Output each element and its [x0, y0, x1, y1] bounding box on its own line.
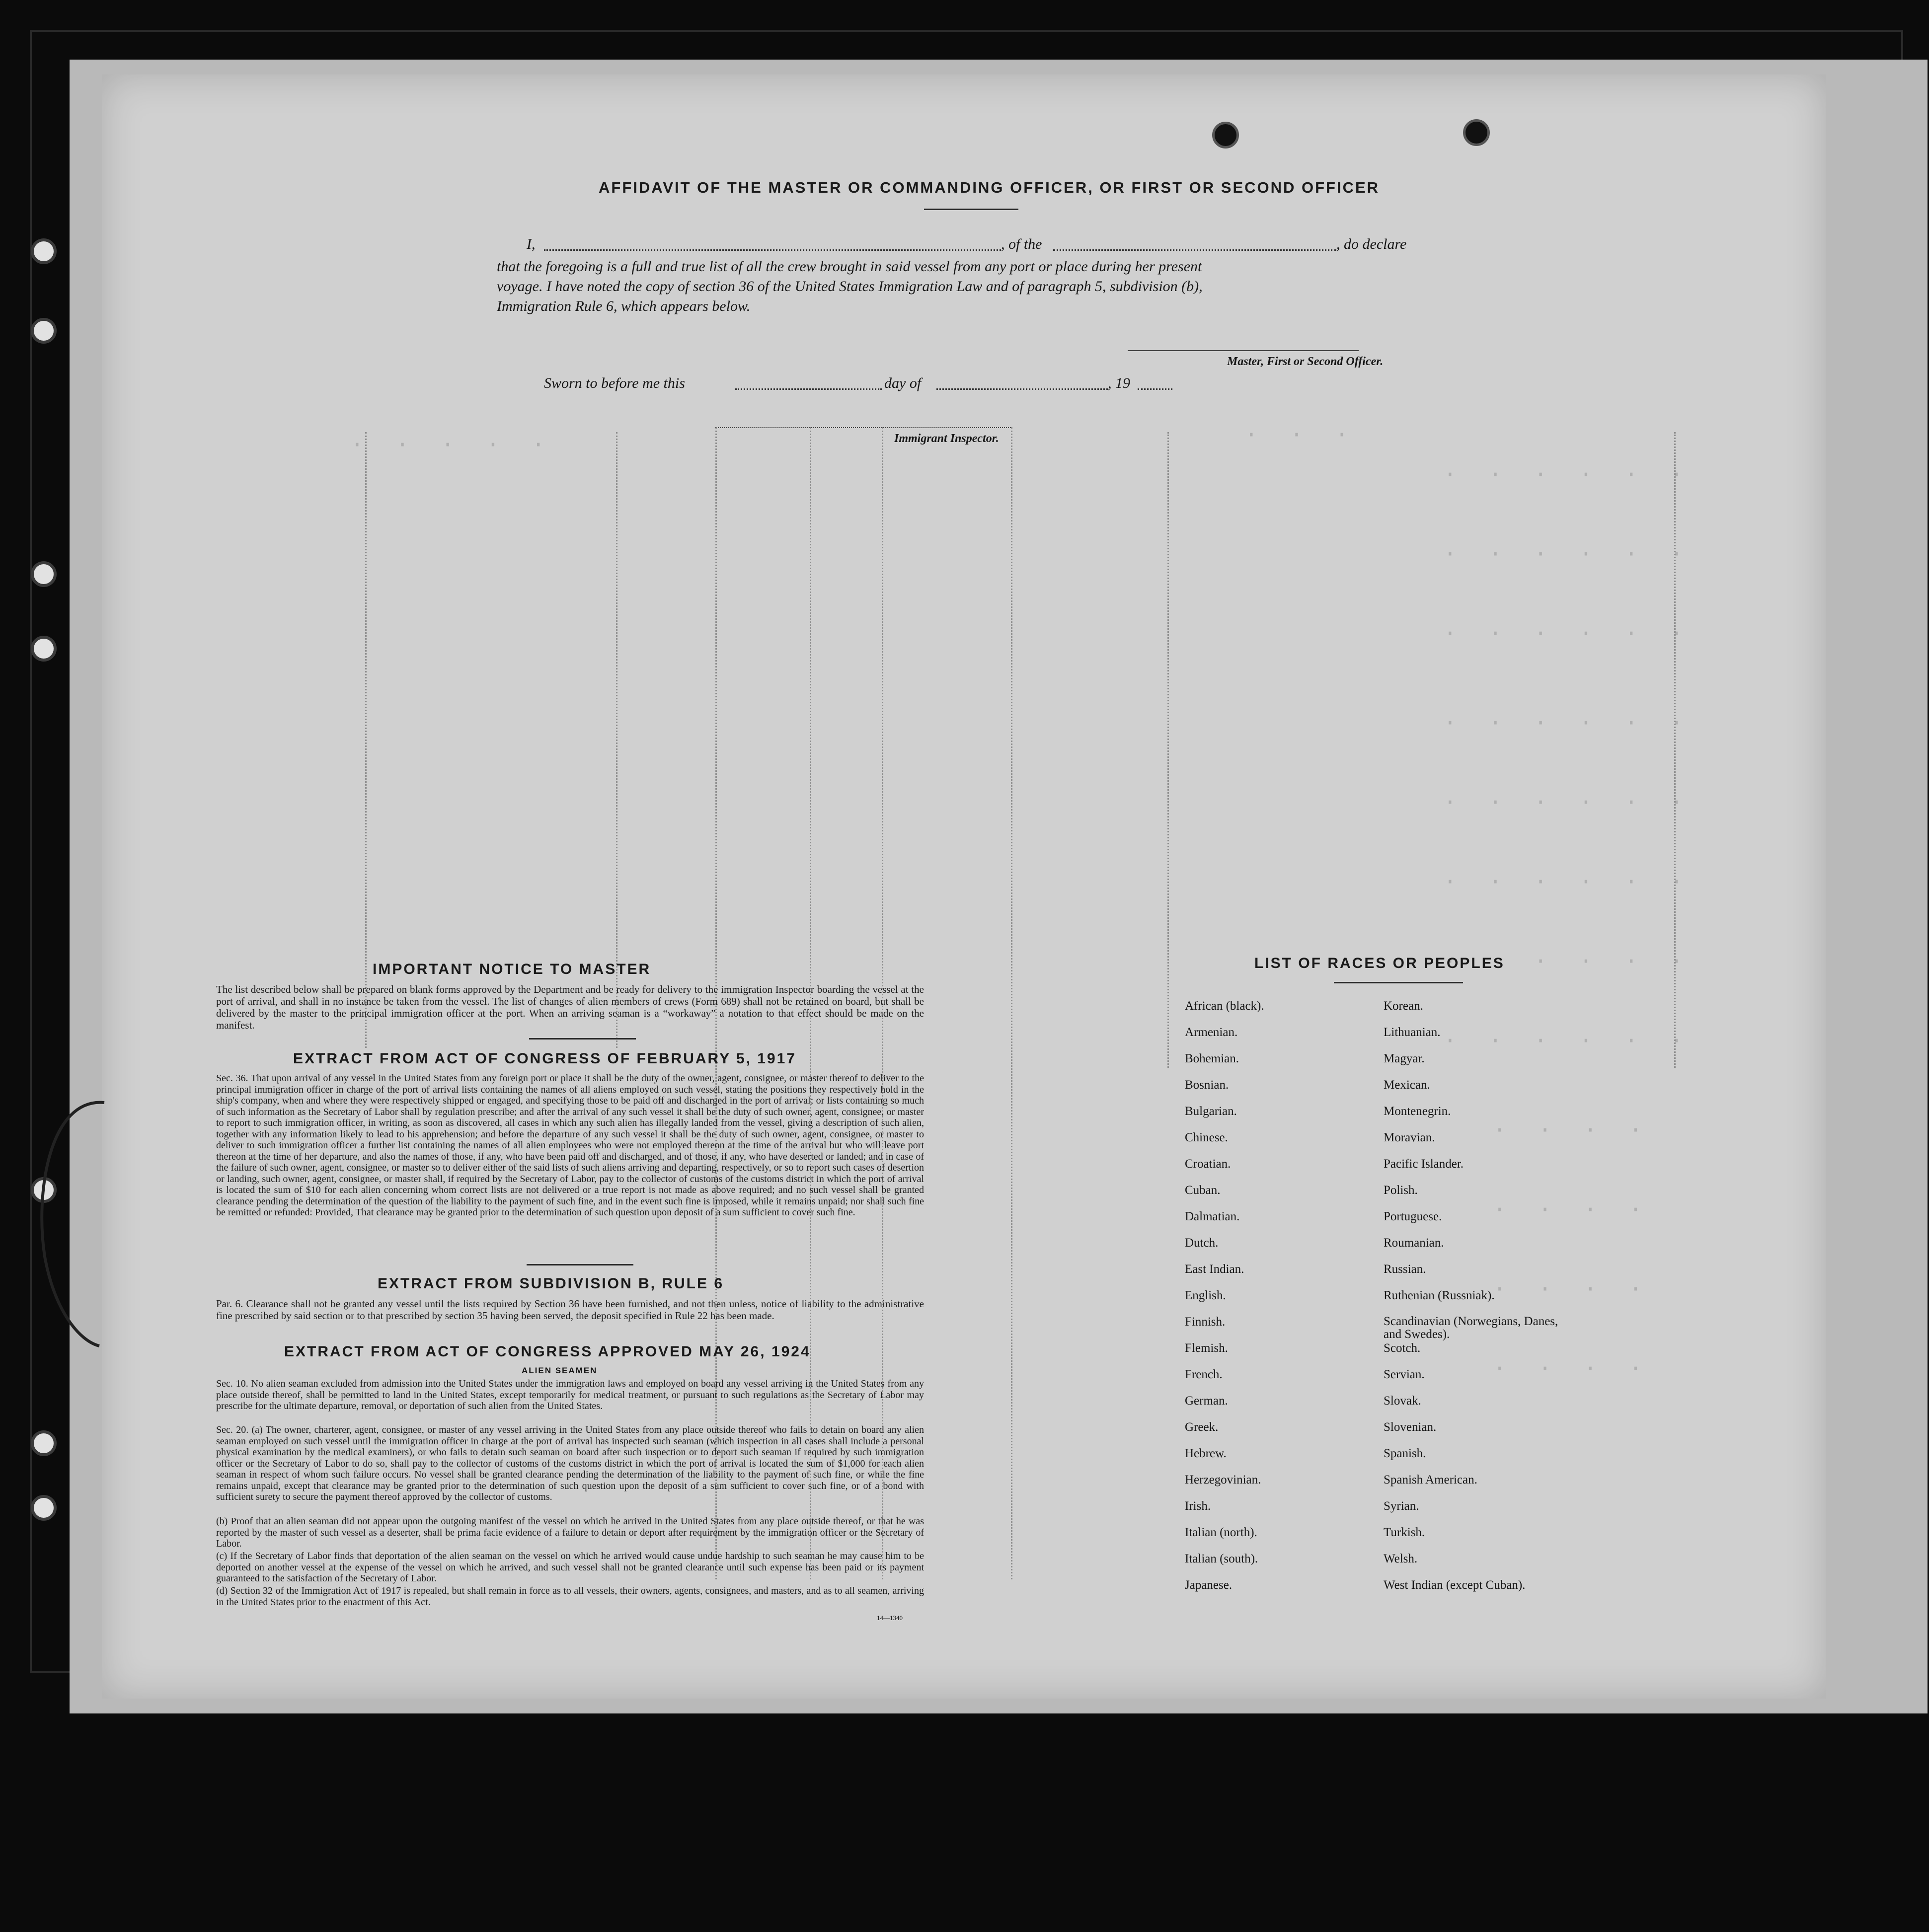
act1924-sec20d: (d) Section 32 of the Immigration Act of 1917 is repealed, but shall remain in force as to all vessels, their owners, agents, consignees, and masters, and as to all seamen, arriving in the United States prior to the enactment of this Act.: [216, 1585, 924, 1608]
binder-hole: [31, 238, 57, 264]
race-item: Moravian.: [1384, 1131, 1435, 1144]
officer-signature-line[interactable]: [1128, 350, 1359, 351]
form-number: 14—1340: [877, 1614, 903, 1622]
day-of-label: day of: [884, 375, 922, 391]
race-item: Korean.: [1384, 999, 1423, 1013]
race-item: Bohemian.: [1185, 1052, 1239, 1065]
act1924-title: EXTRACT FROM ACT OF CONGRESS APPROVED MAY 26, 1924: [284, 1343, 811, 1360]
year-prefix: , 19: [1108, 375, 1130, 391]
notice-title: IMPORTANT NOTICE TO MASTER: [373, 961, 651, 977]
binder-hole: [31, 561, 57, 587]
race-item: Polish.: [1384, 1184, 1418, 1197]
notice-text: The list described below shall be prepared on blank forms approved by the Department and be ready for delivery to the immigration Inspector boarding the vessel at the port of arrival, and shall in no instance be taken from the vessel. The list of changes of alien members of crews (Form 689) shall not be retained on board, but shall be delivered by the master to the principal immigration officer at the port. When an arriving seaman is a “workaway” a notation to that effect should be made on the manifest.: [216, 983, 924, 1031]
race-item: Portuguese.: [1384, 1210, 1442, 1223]
act1924-sec20b: (b) Proof that an alien seaman did not appear upon the outgoing manifest of the vessel on which he arrived in the United States from any place outside thereof, or that he was reported by the master of such vessel as a deserter, shall be prima facie evidence of a failure to detain or deport after requirement by the immigration officer or the Secretary of Labor.: [216, 1516, 924, 1549]
race-item: Servian.: [1384, 1368, 1425, 1381]
sworn-year-blank[interactable]: [1138, 388, 1172, 390]
race-item: Finnish.: [1185, 1315, 1226, 1329]
race-item: Magyar.: [1384, 1052, 1425, 1065]
race-item: Spanish American.: [1384, 1473, 1477, 1486]
rule6-text: Par. 6. Clearance shall not be granted any vessel until the lists required by Section 36 have been furnished, and not then unless, notice of liability to the administrative fine prescribed by said section or to that prescribed by section 35 having been served, the deposit specified in Rule 22 has been made.: [216, 1298, 924, 1322]
race-item: Flemish.: [1185, 1341, 1228, 1355]
race-item: Bosnian.: [1185, 1078, 1229, 1092]
divider: [924, 209, 1018, 210]
binder-hole: [31, 1430, 57, 1456]
inspector-signature-line[interactable]: [715, 427, 1011, 428]
race-item: Armenian.: [1185, 1026, 1238, 1039]
race-item: Roumanian.: [1384, 1236, 1444, 1250]
race-item: Turkish.: [1384, 1526, 1425, 1539]
race-item: Ruthenian (Russniak).: [1384, 1289, 1495, 1302]
race-item: French.: [1185, 1368, 1223, 1381]
races-title: LIST OF RACES OR PEOPLES: [1254, 955, 1505, 971]
race-item: Welsh.: [1384, 1552, 1418, 1565]
affidavit-do-declare: , do declare: [1336, 236, 1407, 252]
races-list-right: [1384, 999, 1562, 1605]
race-item: Croatian.: [1185, 1157, 1231, 1171]
affidavit-body-line: voyage. I have noted the copy of section 36 of the United States Immigration Law and of paragraph 5, subdivision (b),: [497, 278, 1203, 295]
race-item: Greek.: [1185, 1420, 1219, 1434]
race-item: Dalmatian.: [1185, 1210, 1240, 1223]
act1924-sec20a: Sec. 20. (a) The owner, charterer, agent, consignee, or master of any vessel arriving in the United States from any place outside thereof who fails to detain on board any alien seaman employed on such vessel until the immigration officer in charge at the port of arrival has inspected such seaman (which inspection in all cases shall include a personal physical examination by the medical examiners), or who fails to detain such seaman on board after such inspection or to deport such seaman if required by such immigration officer or the Secretary of Labor to do so, shall pay to the collector of customs of the customs district in which the port of arrival is located the sum of $1,000 for each alien seaman in respect of whom such failure occurs. No vessel shall be granted clearance pending the determination of the liability to the payment of such fine, or while the fine remains unpaid, except that clearance may be granted prior to the determination of such question upon the deposit of a sum sufficient to cover such fine, or of a bond with sufficient surety to secure the payment thereof approved by the collector of customs.: [216, 1424, 924, 1502]
act1917-text: Sec. 36. That upon arrival of any vessel in the United States from any foreign port or place it shall be the duty of the owner, agent, consignee, or master thereof to deliver to the principal immigration officer in charge of the port of arrival lists containing the names of all aliens employed on such vessel, stating the positions they respectively hold in the ship's company, when and where they were respectively shipped or engaged, and specifying those to be paid off and discharged in the port of arrival; or lists containing so much of such information as the Secretary of Labor shall by regulation prescribe; and after the arrival of any such vessel it shall be the duty of such owner, agent, consignee, or master to report to such immigration officer, in writing, as soon as discovered, all cases in which any such alien has illegally landed from the vessel, giving a description of such alien, together with any information likely to lead to his apprehension; and before the departure of any such vessel it shall be the duty of such owner, agent, consignee, or master to deliver to such immigration officer a further list containing the names of all alien employees who were not employed thereon at the time of the arrival but who will leave port thereon at the time of her departure, and also the names of those, if any, who have been paid off and discharged, and of those, if any, who have deserted or landed; and in case of the failure of such owner, agent, consignee, or master so to deliver either of the said lists of such aliens arriving and departing, respectively, or so to report such cases of desertion or landing, such owner, agent, consignee, or master shall, if required by the Secretary of Labor, pay to the collector of customs of the customs district in which the port of arrival is located the sum of $10 for each alien concerning whom correct lists are not delivered or a true report is not made as above required; and no such vessel shall be granted clearance pending the determination of the question of the liability to the payment of such fine, and in the event such fine is imposed, while it remains unpaid; nor shall such fine be remitted or refunded: Provided, That clearance may be granted prior to the determination of such question upon deposit of a sum sufficient to cover such fine.: [216, 1073, 924, 1218]
race-item: German.: [1185, 1394, 1228, 1408]
race-item: Herzegovinian.: [1185, 1473, 1261, 1486]
race-item: African (black).: [1185, 999, 1264, 1013]
act1917-title: EXTRACT FROM ACT OF CONGRESS OF FEBRUARY 5, 1917: [293, 1050, 796, 1067]
name-blank[interactable]: [544, 249, 1001, 251]
race-item: Montenegrin.: [1384, 1105, 1451, 1118]
race-item: Italian (south).: [1185, 1552, 1258, 1565]
binder-hole: [1463, 119, 1490, 146]
officer-label: Master, First or Second Officer.: [1227, 355, 1384, 368]
sworn-day-blank[interactable]: [735, 388, 882, 390]
race-item: Cuban.: [1185, 1184, 1221, 1197]
race-item: Scandinavian (Norwegians, Danes, and Swedes).: [1384, 1315, 1558, 1341]
race-item: Scotch.: [1384, 1341, 1421, 1355]
binder-hole: [31, 1495, 57, 1521]
race-item: Pacific Islander.: [1384, 1157, 1464, 1171]
sworn-label: Sworn to before me this: [544, 375, 685, 391]
act1924-sec10: Sec. 10. No alien seaman excluded from admission into the United States under the immigration laws and employed on board any vessel arriving in the United States from any place outside thereof, shall be permitted to land in the United States, except temporarily for medical treatment, or pursuant to such regulations as the Secretary of Labor may prescribe for the ultimate departure, removal, or deportation of such alien from the United States.: [216, 1378, 924, 1412]
affidavit-body-line: that the foregoing is a full and true list of all the crew brought in said vessel from any port or place during her present: [497, 258, 1202, 275]
race-item: East Indian.: [1185, 1263, 1244, 1276]
act1924-sec20c: (c) If the Secretary of Labor finds that deportation of the alien seaman on the vessel on which he arrived would cause undue hardship to such seaman he may cause him to be deported on another vessel at the expense of the vessel on which he arrived, and such vessel shall not be granted clearance until such expense has been paid or its payment guaranteed to the satisfaction of the Secretary of Labor.: [216, 1551, 924, 1584]
binder-hole: [1212, 122, 1239, 149]
rule6-title: EXTRACT FROM SUBDIVISION B, RULE 6: [378, 1275, 724, 1292]
binder-hole: [31, 636, 57, 662]
race-item: Hebrew.: [1185, 1447, 1227, 1460]
race-item: Chinese.: [1185, 1131, 1228, 1144]
race-item: Mexican.: [1384, 1078, 1430, 1092]
race-item: English.: [1185, 1289, 1226, 1302]
act1924-subtitle: ALIEN SEAMEN: [522, 1366, 598, 1375]
affidavit-body-line: Immigration Rule 6, which appears below.: [497, 298, 751, 314]
race-item: Irish.: [1185, 1499, 1211, 1513]
races-list-left: [1185, 999, 1264, 1605]
race-item: Slovenian.: [1384, 1420, 1437, 1434]
race-item: Slovak.: [1384, 1394, 1421, 1408]
race-item: Lithuanian.: [1384, 1026, 1441, 1039]
manifest-back-page: · · · · · · · · · · · · · · · · · · · · · · · · · · · · · · · · · · · · · · · · · · · · · · · · · · · · · · · · · · · · · · · · · · · · · · · · AFFIDAVIT OF THE MASTER OR COMMANDING OFFICER, OR FIRST OR SECOND OFFICER I, , of the , do declare that the foregoing is a full and true list of all the crew brought in said vessel from any port or place during her present voyage. I have noted the copy of section 36 of the United States Immigration Law and of paragraph 5, subdivision (b), Immigration Rule 6, which appears below. Master, First or Second Officer. Sworn to before me this day of , 19 Immigrant Inspector. IMPORTANT NOTICE TO MASTER The list described below shall be prepared on blank forms approved by the Department and be ready for delivery to the immigration Inspector boarding the vessel at the port of arrival, and shall in no instance be taken from the vessel. The list of changes of alien members of crews (Form 689) shall not be retained on board, but shall be delivered by the master to the principal immigration officer at the port. When an arriving seaman is a “workaway” a notation to that effect should be made on the manifest. EXTRACT FROM ACT OF CONGRESS OF FEBRUARY 5, 1917 Sec. 36. That upon arrival of any vessel in the United States from any foreign port or place it shall be the duty of the owner, agent, consignee, or master thereof to deliver to the principal immigration officer in charge of the port of arrival lists containing the names of all aliens employed on such vessel, stating the positions they respectively hold in the ship's company, when and where they were respectively shipped or engaged, and specifying those to be paid off and discharged in the port of arrival; or lists containing so much of such information as the Secretary of Labor shall by regulation prescribe; and after the arrival of any such vessel it shall be the duty of such owner, agent, consignee, or master to report to such immigration officer, in writing, as soon as discovered, all cases in which any such alien has illegally landed from the vessel, giving a description of such alien, together with any information likely to lead to his apprehension; and before the departure of any such vessel it shall be the duty of such owner, agent, consignee, or master to deliver to such immigration officer a further list containing the names of all alien employees who were not employed thereon at the time of the arrival but who will leave port thereon at the time of her departure, and also the names of those, if any, who have been paid off and discharged, and of those, if any, who have deserted or landed; and in case of the failure of such owner, agent, consignee, or master so to deliver either of the said lists of such aliens arriving and departing, respectively, or so to report such cases of desertion or landing, such owner, agent, consignee, or master shall, if required by the Secretary of Labor, pay to the collector of customs of the customs district in which the port of arrival is located the sum of $10 for each alien concerning whom correct lists are not delivered or a true report is not made as above required; and no such vessel shall be granted clearance pending the determination of the question of the liability to the payment of such fine, and in the event such fine is imposed, while it remains unpaid; nor shall such fine be remitted or refunded: Provided, That clearance may be granted prior to the determination of such question upon deposit of a sum sufficient to cover such fine. EXTRACT FROM SUBDIVISION B, RULE 6 Par. 6. Clearance shall not be granted any vessel until the lists required by Section 36 have been furnished, and not then unless, notice of liability to the administrative fine prescribed by said section or to that prescribed by section 35 having been served, the deposit specified in Rule 22 has been made. EXTRACT FROM ACT OF CONGRESS APPROVED MAY 26, 1924 ALIEN SEAMEN Sec. 10. No alien seaman excluded from admission into the United States under the immigration laws and employed on board any vessel arriving in the United States from any place outside thereof, shall be permitted to land in the United States, except temporarily for medical treatment, or pursuant to such regulations as the Secretary of Labor may prescribe for the ultimate departure, removal, or deportation of such alien from the United States. Sec. 20. (a) The owner, charterer, agent, consignee, or master of any vessel arriving in the United States from any place outside thereof who fails to detain on board any alien seaman employed on such vessel until the immigration officer in charge at the port of arrival has inspected such seaman (which inspection in all cases shall include a personal physical examination by the medical examiners), or who fails to detain such seaman on board after such inspection or to deport such seaman if required by such immigration officer or the Secretary of Labor to do so, shall pay to the collector of customs of the customs district in which the port of arrival is located the sum of $1,000 for each alien seaman in respect of whom such failure occurs. No vessel shall be granted clearance pending the determination of the liability to the payment of such fine, or while the fine remains unpaid, except that clearance may be granted prior to the determination of such question upon the deposit of a sum sufficient to cover such fine, or of a bond with sufficient surety to secure the payment thereof approved by the collector of customs. (b) Proof that an alien seaman did not appear upon the outgoing manifest of the vessel on which he arrived in the United States from any place outside thereof, or that he was reported by the master of such vessel as a deserter, shall be prima facie evidence of a failure to detain or deport after requirement by the immigration officer or the Secretary of Labor. (c) If the Secretary of Labor finds that deportation of the alien seaman on the vessel on which he arrived would cause undue hardship to such seaman he may cause him to be deported on another vessel at the expense of the vessel on which he arrived, and such vessel shall not be granted clearance until such expense has been paid or its payment guaranteed to the satisfaction of the Secretary of Labor. (d) Section 32 of the Immigration Act of 1917 is repealed, but shall remain in force as to all vessels, their owners, agents, consignees, and masters, and as to all seamen, arriving in the United States prior to the enactment of this Act. 14—1340 LIST OF RACES OR PEOPLES African (black). Armenian. Bohemian. Bosnian. Bulgarian. Chinese. Croatian. Cuban. Dalmatian. Dutch. East Indian. English. Finnish. Flemish. French. German. Greek. Hebrew. Herzegovinian. Irish. Italian (north). Italian (south). Japanese. Korean. Lithuanian. Magyar. Mexican. Montenegrin. Moravian. Pacific Islander. Polish. Portuguese. Roumanian. Russian. Ruthenian (Russniak). Scandinavian (Norwegians, Danes, and Swedes). Scotch. Servian. Slovak. Slovenian. Spanish. Spanish American. Syrian. Turkish. Welsh. West Indian (except Cuban).: [102, 74, 1826, 1699]
affidavit-of-the: , of the: [1001, 236, 1042, 252]
race-item: Russian.: [1384, 1263, 1426, 1276]
sworn-month-blank[interactable]: [936, 388, 1108, 390]
race-item: Bulgarian.: [1185, 1105, 1237, 1118]
race-item: West Indian (except Cuban).: [1384, 1578, 1526, 1592]
race-item: Spanish.: [1384, 1447, 1426, 1460]
race-item: Syrian.: [1384, 1499, 1419, 1513]
inspector-label: Immigrant Inspector.: [894, 432, 999, 445]
divider: [529, 1038, 636, 1040]
affidavit-i-label: I,: [527, 236, 536, 252]
binder-hole: [31, 318, 57, 344]
divider: [527, 1264, 633, 1265]
binding-string: [30, 1093, 109, 1351]
race-item: Dutch.: [1185, 1236, 1219, 1250]
divider: [1334, 982, 1463, 983]
race-item: Japanese.: [1185, 1578, 1233, 1592]
vessel-blank[interactable]: [1053, 249, 1336, 251]
race-item: Italian (north).: [1185, 1526, 1257, 1539]
affidavit-title: AFFIDAVIT OF THE MASTER OR COMMANDING OFFICER, OR FIRST OR SECOND OFFICER: [599, 179, 1380, 196]
